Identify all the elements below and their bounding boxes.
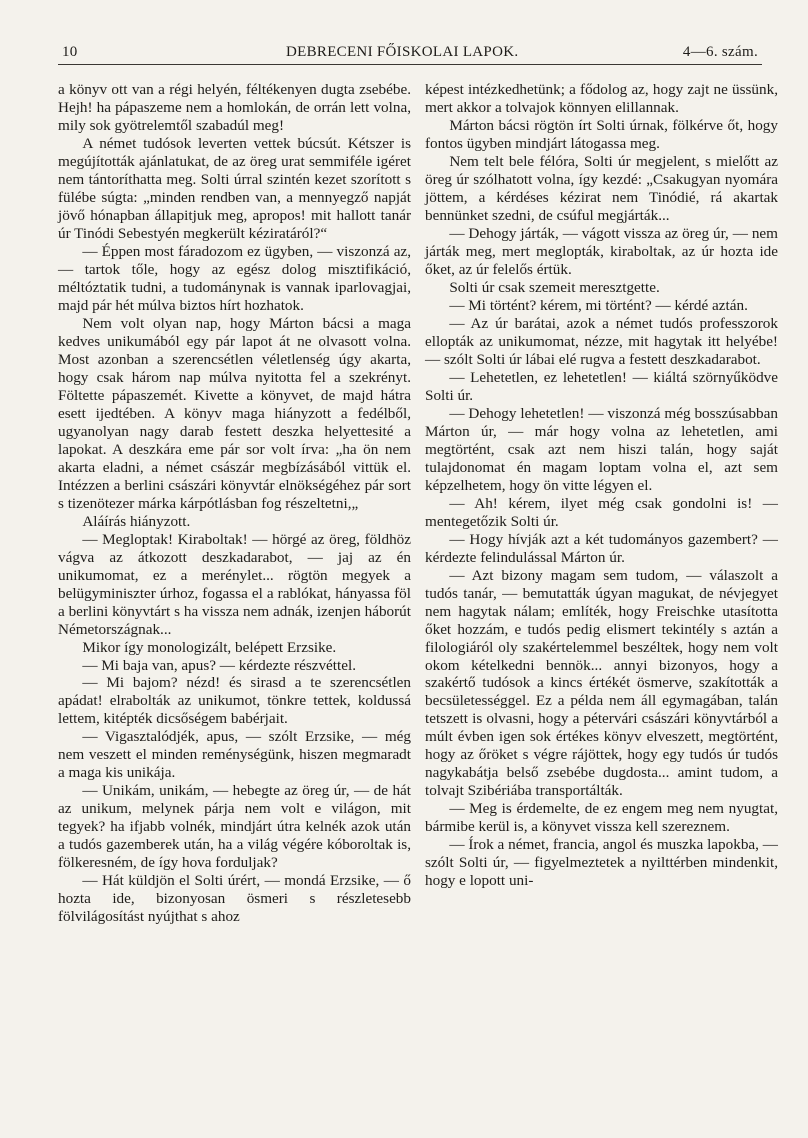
paragraph: — Írok a német, francia, angol és muszka lapokba, — szólt Solti úr, — figyelmeztetek a nyilttérben mindenkit, hogy e lopott uni- [425, 836, 778, 890]
paragraph: Nem volt olyan nap, hogy Márton bácsi a maga kedves unikumából egy pár lapot át ne olvasott volna. Most azonban a szerencsétlen véletlenség úgy akarta, hogy csak három nap múlva nyitotta fel a szekrényt. Föltette pápaszemét. Kivette a könyvet, de majd hátra esett ijedtében. A könyv maga hiányzott a fedélből, ugyanolyan nagy darab festett deszka helyettesité a lapokat. A deszkára eme pár sor volt írva: „ha ön nem akarta eladni, a német császár megbízásából vittük el. Intézzen a berlini császári könyvtár elnökségéhez pár sort s tizenötezer márka kárpótlásban fog részeltetni,„ [58, 314, 411, 512]
paragraph: Mikor így monologizált, belépett Erzsike. [82, 638, 337, 656]
paragraph: — Dehogy lehetetlen! — viszonzá még bosszúsabban Márton úr, — már hogy volna az lehetetlen, ami megtörtént, csak azt nem hiszi talán, hogy saját tulajdonomat én magam loptam volna el, azt sem képzelhetem, hogy ön vitte légyen el. [425, 404, 778, 494]
paragraph: — Mi baja van, apus? — kérdezte részvéttel. [82, 656, 356, 674]
page-number: 10 [62, 44, 78, 60]
paragraph: — Ah! kérem, ilyet még csak gondolni is! — mentegetőzik Solti úr. [425, 494, 778, 530]
paragraph: Nem telt bele félóra, Solti úr megjelent, s mielőtt az öreg úr szólhatott volna, így kezdé: „Csakugyan nyomára jöttem, a kérdéses kézirat nem Tinódié, rá akartak bennünket szedni, de csúful megjárták... [425, 152, 778, 224]
paragraph: Solti úr csak szemeit meresztgette. [449, 278, 660, 296]
paragraph: — Meg is érdemelte, de ez engem meg nem nyugtat, bármibe kerül is, a könyvet vissza kell szereznem. [425, 800, 778, 836]
issue-number: 4—6. szám. [682, 44, 758, 60]
left-column [58, 81, 411, 926]
paragraph: — Lehetetlen, ez lehetetlen! — kiáltá szörnyűködve Solti úr. [425, 368, 778, 404]
paragraph: — Mi történt? kérem, mi történt? — kérdé aztán. [449, 296, 748, 314]
publication-title: DEBRECENI FŐISKOLAI LAPOK. [286, 44, 519, 60]
paragraph: — Éppen most fáradozom ez ügyben, — viszonzá az, — tartok tőle, hogy az egész dolog misztifikáció, méltóztatik tudni, a tudománynak is vannak iparlovagjai, majd pár hét múlva biztos hírt hozhatok. [58, 242, 411, 314]
paragraph: — Hogy hívják azt a két tudományos gazembert? — kérdezte felindulással Márton úr. [425, 530, 778, 566]
paragraph: A német tudósok leverten vettek búcsút. Kétszer is megújították ajánlatukat, de az öreg urat semmiféle igéret nem tántoríthatta meg. Solti úrral szintén kezet szorított s fülébe súgta: „minden rendben van, a mennyegző napját jövő hónapban állapitjuk meg, apropos! mit hallott tanár úr Tinódi Sebestyén megkerült kéziratáról?“ [58, 134, 411, 242]
paragraph: a könyv ott van a régi helyén, féltékenyen dugta zsebébe. Hejh! ha pápaszeme nem a homlokán, de orrán lett volna, mily sok gyötrelemtől szabadúl meg! [58, 81, 411, 134]
right-column [425, 81, 778, 890]
paragraph: — Dehogy járták, — vágott vissza az öreg úr, — nem járták meg, mert meglopták, kiraboltak, az úr hozta ide őket, az úr felelős értük. [425, 224, 778, 278]
paragraph: — Unikám, unikám, — hebegte az öreg úr, — de hát az unikum, melynek párja nem volt e világon, mit tegyek? ha ifjabb volnék, mindjárt útra kelnék azok után a tudós gazemberek után, ha a világ végére kóboroltak is, fölkeresném, de így hova forduljak? [58, 782, 411, 872]
paragraph: Aláírás hiányzott. [82, 512, 191, 530]
paragraph: Márton bácsi rögtön írt Solti úrnak, fölkérve őt, hogy fontos ügyben mindjárt látogassa meg. [425, 116, 778, 152]
paragraph: — Mi bajom? nézd! és sirasd a te szerencsétlen apádat! elrabolták az unikumot, tönkre tettek, koldussá lettem, kitépték dicsőségem babérjait. [58, 674, 411, 728]
paragraph: — Az úr barátai, azok a német tudós professzorok ellopták az unikumomat, nézze, mit hagytak itt helyébe! — szólt Solti úr lábai elé rugva a festett deszkadarabot. [425, 314, 778, 368]
paragraph: — Hát küldjön el Solti úrért, — mondá Erzsike, — ő hozta ide, bizonyosan ösmeri s részletesebb fölvilágosítást nyújthat s ahoz [58, 872, 411, 926]
paragraph: — Vigasztalódjék, apus, — szólt Erzsike, — még nem veszett el minden reménységünk, hiszen megmaradt a maga kis unikája. [58, 728, 411, 782]
paragraph: képest intézkedhetünk; a fődolog az, hogy zajt ne üssünk, mert akkor a tolvajok könnyen elillannak. [425, 81, 778, 116]
page-header [58, 40, 762, 65]
paragraph: — Azt bizony magam sem tudom, — válaszolt a tudós tanár, — bemutatták úgyan magukat, de névjegyet nem hagytak nálam; említék, hogy Freischke utasította őket hozzám, e tudós pedig elismert tekintély s aztán a filologiáról oly szakértelemmel beszéltek, hogy nem volt okom kételkedni bennök... annyi bizonyos, hogy a szakértő tudósok a kincs értékét ösmerve, szakították a becsületességgel. Ez a példa nem áll egymagában, talán tetszett is olvasni, hogy a pétervári császári könyvtárból a múlt évben igen sok értékes könyv elveszett, megtörtént, hogy az őröket s végre rájöttek, hogy egy tudós úr tudós nagykabátja belső zsebébe dugdosta... amint tudom, a tolvajt Szibériába transportálták. [425, 566, 778, 800]
paragraph: — Megloptak! Kiraboltak! — hörgé az öreg, földhöz vágva az átkozott deszkadarabot, — jaj az én unikumomat, ez a merénylet... rögtön megyek a belügyminiszter úrhoz, fogassa el a rablókat, hányassa föl a berlini könyvtárt s ha vissza nem adnák, izenjen háborút Németországnak... [58, 530, 411, 638]
